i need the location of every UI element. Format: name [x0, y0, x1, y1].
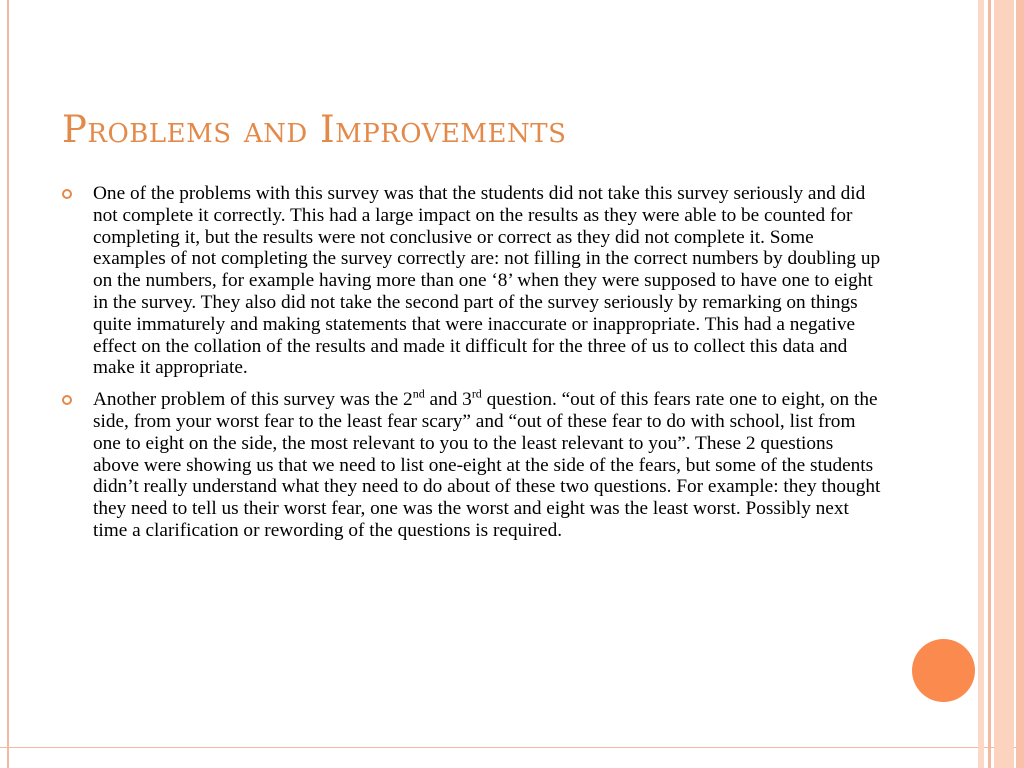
accent-circle	[912, 639, 975, 702]
bullet-text: One of the problems with this survey was that the students did not take this survey seriously and did not complete it correctly. This had a large impact on the results as they were able to be counted for completing it, but the results were not conclusive or correct as they did not complete it. Some examples of not completing the survey correctly are: not filling in the correct numbers by doubling up on the numbers, for example having more than one ‘8’ when they were supposed to have one to eight in the survey. They also did not take the second part of the survey seriously by remarking on things quite immaturely and making statements that were inaccurate or inappropriate. This had a negative effect on the collation of the results and made it difficult for the three of us to collect this data and make it appropriate.	[93, 183, 881, 379]
list-item	[62, 183, 882, 379]
bullet-text-part: question. “out of this fears rate one to eight, on the side, from your worst fear to the least fear scary” and “out of these fear to do with school, list from one to eight on the side, the most relevant to you to the least relevant to you”. These 2 questions above were showing us that we need to list one-eight at the side of the fears, but some of the students didn’t really understand what they need to do about of these two questions. For example: they thought they need to tell us their worst fear, one was the worst and eight was the least worst. Possibly next time a clarification or rewording of the questions is required.	[93, 389, 881, 541]
list-item	[62, 386, 882, 542]
bullet-list	[62, 183, 882, 552]
decorative-stripe	[978, 0, 984, 768]
slide-title: Problems and Improvements	[62, 108, 567, 151]
bullet-text-part: Another problem of this survey was the 2	[93, 389, 413, 411]
decorative-stripe	[1016, 0, 1024, 768]
ordinal-suffix: rd	[471, 386, 482, 401]
bullet-text-part: and 3	[424, 389, 472, 411]
frame-bottom-line	[0, 747, 1024, 748]
ordinal-suffix: nd	[412, 386, 425, 401]
decorative-stripe	[994, 0, 1014, 768]
circle-bullet-icon	[62, 395, 72, 405]
decorative-stripe	[988, 0, 991, 768]
bullet-text	[93, 386, 881, 541]
circle-bullet-icon	[62, 189, 72, 199]
frame-left-line	[7, 0, 9, 768]
